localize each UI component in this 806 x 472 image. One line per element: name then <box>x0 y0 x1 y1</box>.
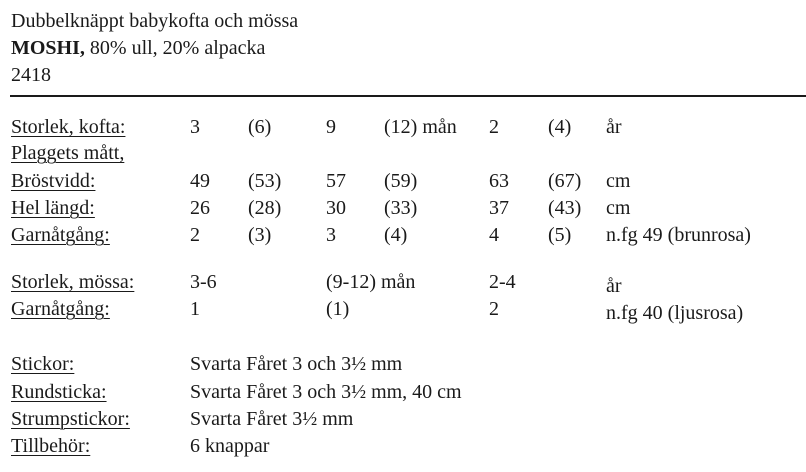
length-1: 26 <box>190 197 210 219</box>
hat-yarn-1: 1 <box>190 298 200 320</box>
circular-needle-value: Svarta Fåret 3 och 3½ mm, 40 cm <box>190 381 462 403</box>
hat-yarn-label: Garnåtgång: <box>11 298 110 320</box>
yarn-name: MOSHI, <box>11 37 85 59</box>
chest-6: (67) <box>548 170 582 192</box>
length-2: (28) <box>248 197 282 219</box>
sweater-size-unit: år <box>606 116 622 138</box>
dpn-value: Svarta Fåret 3½ mm <box>190 408 354 430</box>
sweater-size-6: (4) <box>548 116 572 138</box>
sweater-size-3: 9 <box>326 116 336 138</box>
sweater-size-5: 2 <box>489 116 499 138</box>
chest-1: 49 <box>190 170 210 192</box>
sweater-yarn-1: 2 <box>190 224 200 246</box>
sweater-yarn-2: (3) <box>248 224 272 246</box>
needles-label: Stickor: <box>11 353 75 375</box>
accessories-value: 6 knappar <box>190 435 270 457</box>
dpn-label: Strumpstickor: <box>11 408 130 430</box>
sweater-yarn-5: 4 <box>489 224 499 246</box>
sweater-yarn-label: Garnåtgång: <box>11 224 110 246</box>
yarn-composition: 80% ull, 20% alpacka <box>89 37 266 59</box>
sweater-yarn-4: (4) <box>384 224 408 246</box>
sweater-size-2: (6) <box>248 116 272 138</box>
length-unit: cm <box>606 197 631 219</box>
accessories-label: Tillbehör: <box>11 435 91 457</box>
chest-5: 63 <box>489 170 509 192</box>
needles-value: Svarta Fåret 3 och 3½ mm <box>190 353 403 375</box>
length-3: 30 <box>326 197 346 219</box>
header-divider <box>10 95 806 97</box>
sweater-size-label: Storlek, kofta: <box>11 116 126 138</box>
chest-4: (59) <box>384 170 418 192</box>
sweater-yarn-3: 3 <box>326 224 336 246</box>
circular-needle-label: Rundsticka: <box>11 381 107 403</box>
sweater-size-4: (12) mån <box>384 116 457 138</box>
chest-2: (53) <box>248 170 282 192</box>
pattern-title: Dubbelknäppt babykofta och mössa <box>11 10 299 32</box>
length-4: (33) <box>384 197 418 219</box>
hat-size-2: (9-12) mån <box>326 271 416 293</box>
pattern-number: 2418 <box>11 64 51 86</box>
chest-label: Bröstvidd: <box>11 170 96 192</box>
chest-3: 57 <box>326 170 346 192</box>
hat-size-3: 2-4 <box>489 271 516 293</box>
hat-yarn-3: 2 <box>489 298 499 320</box>
length-6: (43) <box>548 197 582 219</box>
chest-unit: cm <box>606 170 631 192</box>
sweater-yarn-color: n.fg 49 (brunrosa) <box>606 224 751 246</box>
hat-size-unit: år <box>606 275 622 297</box>
hat-size-label: Storlek, mössa: <box>11 271 135 293</box>
measurements-label: Plaggets mått, <box>11 142 125 164</box>
sweater-yarn-6: (5) <box>548 224 572 246</box>
sweater-size-1: 3 <box>190 116 200 138</box>
yarn-line <box>11 36 265 60</box>
hat-yarn-2: (1) <box>326 298 350 320</box>
length-label: Hel längd: <box>11 197 95 219</box>
hat-yarn-color: n.fg 40 (ljusrosa) <box>606 302 744 324</box>
hat-size-1: 3-6 <box>190 271 217 293</box>
length-5: 37 <box>489 197 509 219</box>
